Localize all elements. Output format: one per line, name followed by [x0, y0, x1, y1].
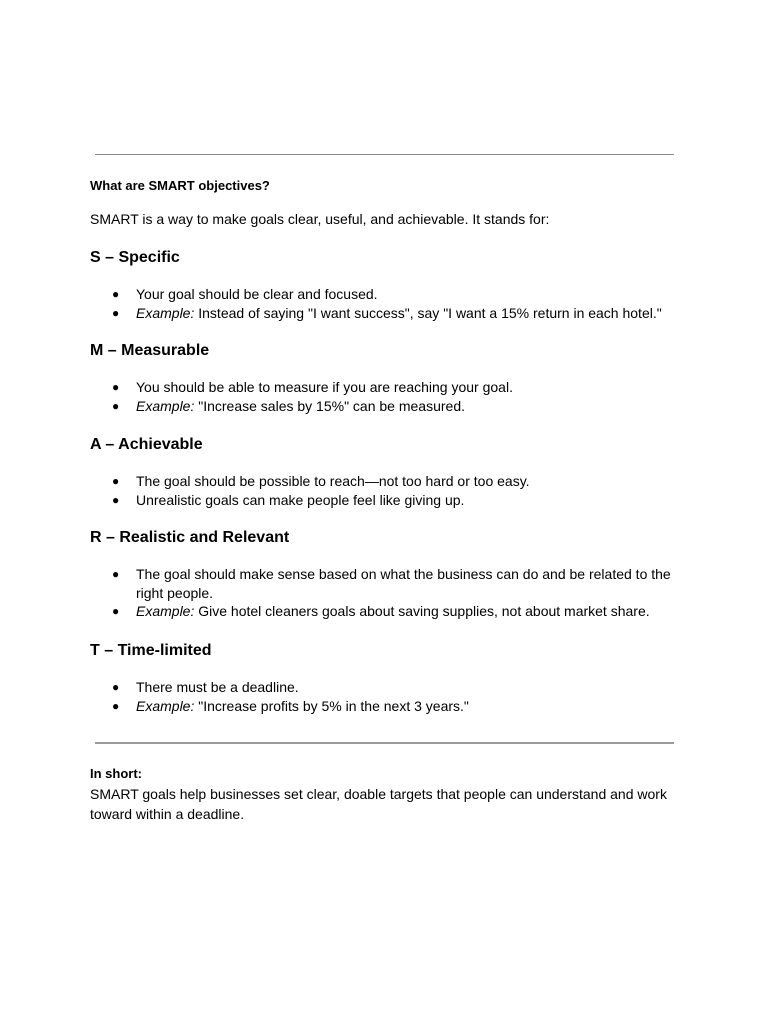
example-label: Example: — [136, 603, 195, 619]
section-list-time-limited — [0, 678, 768, 715]
bullet-dot: ● — [112, 398, 120, 413]
bullet-dot: ● — [112, 380, 120, 394]
section-list-measurable — [0, 378, 768, 415]
top-divider — [95, 154, 674, 155]
section-heading-relevant: R – Realistic and Relevant — [90, 529, 290, 546]
list-item — [0, 397, 768, 416]
bullet-dot: ● — [112, 287, 120, 301]
list-item — [0, 491, 768, 510]
bullet-dot: ● — [112, 474, 120, 488]
bullet-dot: ● — [112, 604, 120, 618]
bullet-text: The goal should make sense based on what the business can do and be related to the right people. — [136, 566, 671, 601]
example-label: Example: — [136, 304, 195, 321]
summary-label: In short: — [90, 766, 142, 781]
bullet-dot: ● — [112, 492, 120, 507]
bullet-dot: ● — [112, 680, 120, 694]
section-list-relevant — [0, 565, 768, 621]
bullet-text: You should be able to measure if you are reaching your goal. — [136, 379, 513, 395]
list-item — [0, 602, 768, 621]
list-item — [0, 304, 768, 323]
bullet-dot: ● — [112, 567, 120, 581]
section-heading-achievable: A – Achievable — [90, 436, 203, 453]
example-label: Example: — [136, 397, 195, 414]
section-heading-specific: S – Specific — [90, 249, 180, 266]
intro-text: SMART is a way to make goals clear, useful, and achievable. It stands for: — [90, 211, 550, 227]
bullet-dot: ● — [112, 305, 120, 320]
bullet-text: Instead of saying "I want success", say "I want a 15% return in each hotel." — [194, 304, 662, 321]
list-item — [0, 697, 768, 716]
list-item — [0, 472, 768, 491]
list-item — [0, 285, 768, 304]
bullet-text: "Increase sales by 15%" can be measured. — [194, 397, 466, 414]
section-heading-time-limited: T – Time-limited — [90, 642, 212, 659]
bullet-text: Your goal should be clear and focused. — [136, 286, 378, 302]
bullet-dot: ● — [112, 698, 120, 713]
section-heading-measurable: M – Measurable — [90, 342, 210, 359]
list-item — [0, 678, 768, 697]
section-list-specific — [0, 285, 768, 322]
list-item — [0, 378, 768, 397]
summary-text: SMART goals help businesses set clear, doable targets that people can understand and work toward within a deadline. — [90, 786, 667, 822]
bottom-divider — [95, 742, 674, 744]
bullet-text: Give hotel cleaners goals about saving supplies, not about market share. — [194, 603, 650, 619]
bullet-text: Unrealistic goals can make people feel like giving up. — [136, 491, 465, 508]
example-label: Example: — [136, 697, 195, 714]
bullet-text: "Increase profits by 5% in the next 3 years." — [194, 697, 469, 714]
intro-question: What are SMART objectives? — [90, 178, 270, 193]
list-item — [0, 565, 768, 602]
bullet-text: There must be a deadline. — [136, 679, 299, 695]
section-list-achievable — [0, 472, 768, 509]
bullet-text: The goal should be possible to reach—not too hard or too easy. — [136, 473, 530, 489]
